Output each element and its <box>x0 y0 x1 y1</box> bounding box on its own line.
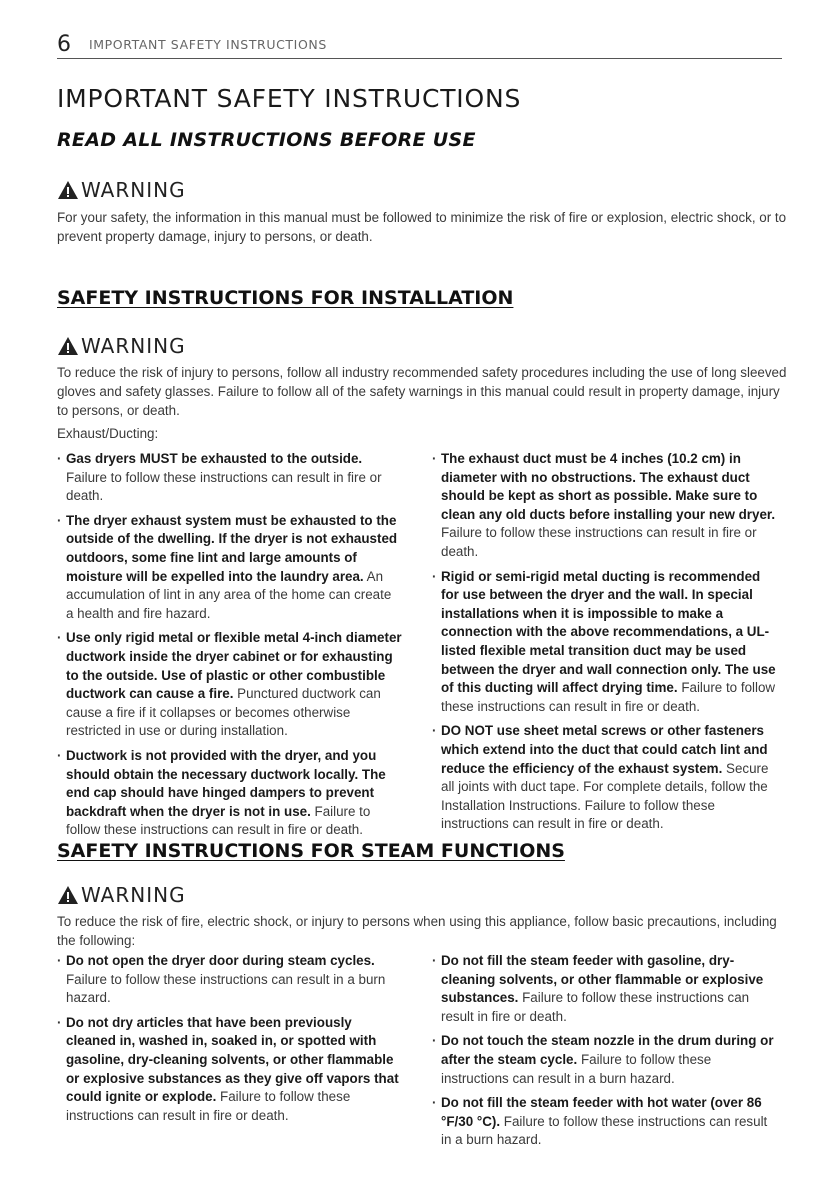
list-item: · The dryer exhaust system must be exhausted to the outside of the dwelling. If the dryer is not exhausted outdoors, some fine lint and large amounts of moisture will be expelled into the laundry area. An accumulation of lint in any area of the home can create a health and fire hazard. <box>57 512 402 624</box>
section-heading-installation: SAFETY INSTRUCTIONS FOR INSTALLATION <box>57 287 514 309</box>
installation-left-column <box>57 450 402 846</box>
list-item: · Do not dry articles that have been previously cleaned in, washed in, soaked in, or spotted with gasoline, dry-cleaning solvents, or other flammable or explosive substances as they give off vapors that could ignite or explode. Failure to follow these instructions can result in fire or death. <box>57 1014 402 1126</box>
installation-warning-label <box>57 334 186 358</box>
steam-left-column <box>57 952 402 1131</box>
list-item: · Do not fill the steam feeder with hot water (over 86 °F/30 °C). Failure to follow these instructions can result in a burn hazard. <box>432 1094 777 1150</box>
intro-warning-text: For your safety, the information in this manual must be followed to minimize the risk of fire or explosion, electric shock, or to prevent property damage, injury to persons, or death. <box>57 210 787 244</box>
warning-label-text: WARNING <box>81 334 186 358</box>
section-heading-steam: SAFETY INSTRUCTIONS FOR STEAM FUNCTIONS <box>57 840 565 862</box>
list-item: · Do not fill the steam feeder with gasoline, dry-cleaning solvents, or other flammable or explosive substances. Failure to follow these instructions can result in fire or death. <box>432 952 777 1026</box>
installation-right-column <box>432 450 777 840</box>
intro-warning-label <box>57 178 186 202</box>
running-title: IMPORTANT SAFETY INSTRUCTIONS <box>89 37 327 52</box>
installation-warning-text: To reduce the risk of injury to persons, follow all industry recommended safety procedures including the use of long sleeved gloves and safety glasses. Failure to follow all of the safety warnings in this manual could result in property damage, injury to persons, or death. <box>57 365 787 418</box>
list-item: · Gas dryers MUST be exhausted to the outside. Failure to follow these instructions can result in fire or death. <box>57 450 402 506</box>
page-number: 6 <box>57 32 71 57</box>
warning-triangle-icon <box>57 336 79 356</box>
page-title: IMPORTANT SAFETY INSTRUCTIONS <box>57 84 522 113</box>
list-item: · Do not touch the steam nozzle in the drum during or after the steam cycle. Failure to follow these instructions can result in a burn hazard. <box>432 1032 777 1088</box>
warning-triangle-icon <box>57 885 79 905</box>
page-subtitle: READ ALL INSTRUCTIONS BEFORE USE <box>57 129 476 151</box>
list-item: · DO NOT use sheet metal screws or other fasteners which extend into the duct that could catch lint and reduce the efficiency of the exhaust system. Secure all joints with duct tape. For complete details, follow the Installation Instructions. Failure to follow these instructions can result in fire or death. <box>432 722 777 834</box>
list-item: · The exhaust duct must be 4 inches (10.2 cm) in diameter with no obstructions. The exhaust duct should be kept as short as possible. Make sure to clean any old ducts before installing your new dryer. Failure to follow these instructions can result in fire or death. <box>432 450 777 562</box>
list-item: · Do not open the dryer door during steam cycles. Failure to follow these instructions can result in a burn hazard. <box>57 952 402 1008</box>
exhaust-ducting-subhead: Exhaust/Ducting: <box>57 426 159 441</box>
list-item: · Ductwork is not provided with the dryer, and you should obtain the necessary ductwork locally. The end cap should have hinged dampers to prevent backdraft when the dryer is not in use. Failure to follow these instructions can result in fire or death. <box>57 747 402 840</box>
steam-warning-label <box>57 883 186 907</box>
warning-label-text: WARNING <box>81 178 186 202</box>
running-header <box>57 32 782 59</box>
list-item: · Use only rigid metal or flexible metal 4-inch diameter ductwork inside the dryer cabinet or for exhausting to the outside. Use of plastic or other combustible ductwork can cause a fire. Punctured ductwork can cause a fire if it collapses or becomes otherwise restricted in use or during installation. <box>57 629 402 741</box>
warning-triangle-icon <box>57 180 79 200</box>
steam-right-column <box>432 952 777 1156</box>
list-item: · Rigid or semi-rigid metal ducting is recommended for use between the dryer and the wall. In special installations when it is impossible to make a connection with the above recommendations, a UL-listed flexible metal transition duct may be used between the dryer and wall connection only. The use of this ducting will affect drying time. Failure to follow these instructions can result in fire or death. <box>432 568 777 717</box>
steam-warning-text: To reduce the risk of fire, electric shock, or injury to persons when using this appliance, follow basic precautions, including the following: <box>57 914 777 948</box>
warning-label-text: WARNING <box>81 883 186 907</box>
